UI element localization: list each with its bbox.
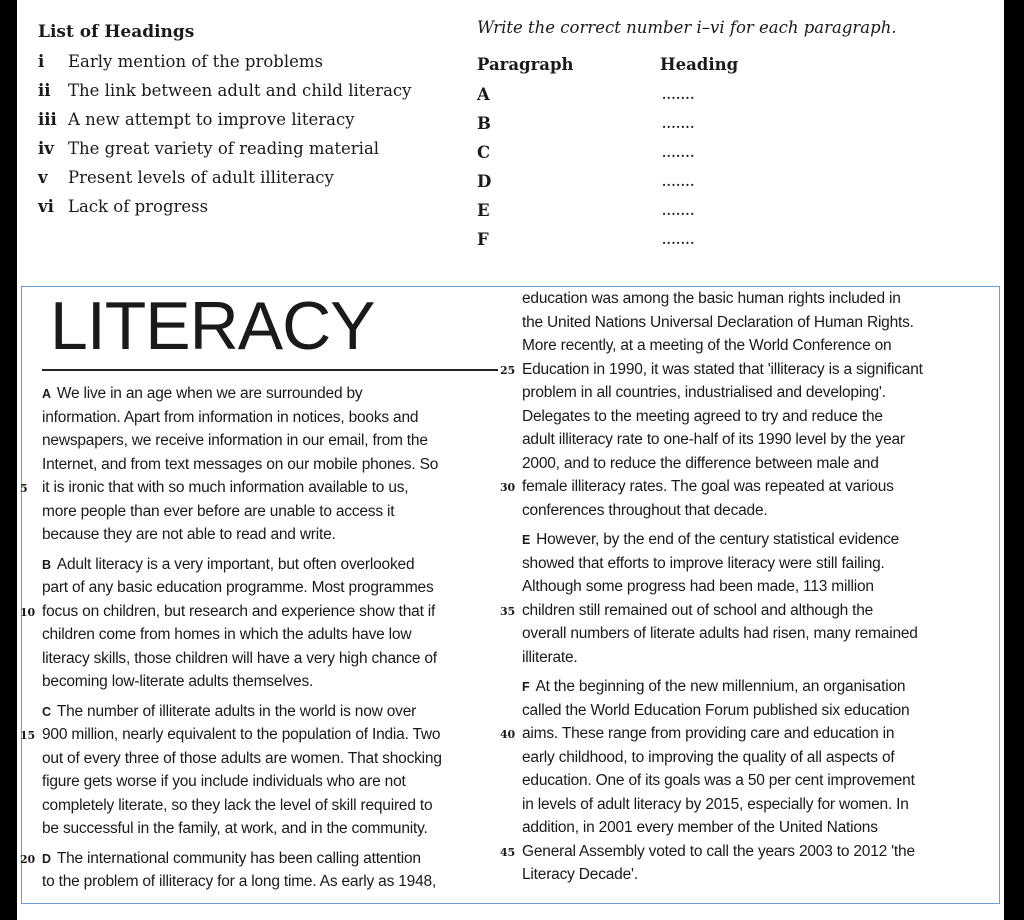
line-text: addition, in 2001 every member of the United Nations bbox=[522, 819, 878, 836]
line-text: focus on children, but research and experience show that if bbox=[42, 602, 436, 620]
line-number: 30 bbox=[500, 481, 515, 494]
heading-text: Lack of progress bbox=[68, 197, 209, 216]
answer-blank[interactable]: ....... bbox=[662, 204, 695, 218]
line-number: 20 bbox=[20, 852, 35, 866]
passage-line bbox=[522, 334, 974, 358]
passage-line bbox=[20, 476, 494, 500]
passage-line bbox=[522, 646, 974, 670]
line-number: 10 bbox=[20, 605, 35, 619]
paragraph-label: C bbox=[42, 704, 51, 719]
passage-line bbox=[42, 747, 494, 771]
passage-line bbox=[42, 576, 494, 600]
textbook-page bbox=[17, 0, 1004, 920]
passage-line bbox=[522, 575, 974, 599]
passage-line bbox=[522, 405, 974, 429]
line-text: Delegates to the meeting agreed to try and reduce the bbox=[522, 407, 883, 425]
line-text: 2000, and to reduce the difference between male and bbox=[522, 454, 879, 472]
line-text: literacy skills, those children will have a very high chance of bbox=[42, 649, 437, 667]
line-text: becoming low-literate adults themselves. bbox=[42, 673, 314, 690]
passage-line bbox=[522, 793, 974, 817]
heading-number: vi bbox=[38, 197, 54, 216]
heading-text: Present levels of adult illiteracy bbox=[68, 168, 334, 187]
reading-passage bbox=[21, 286, 1000, 904]
heading-number: ii bbox=[38, 81, 51, 100]
passage-line bbox=[42, 700, 494, 724]
passage-line bbox=[20, 723, 494, 747]
passage-line bbox=[522, 675, 974, 699]
passage-line bbox=[42, 794, 494, 818]
line-text: part of any basic education programme. Most programmes bbox=[42, 579, 434, 596]
passage-line bbox=[522, 428, 974, 452]
line-text: However, by the end of the century statistical evidence bbox=[536, 531, 900, 548]
line-number: 5 bbox=[20, 482, 28, 495]
answer-blank[interactable]: ....... bbox=[662, 88, 695, 102]
passage-line bbox=[522, 287, 974, 311]
passage-line bbox=[42, 623, 494, 647]
line-text: figure gets worse if you include individuals who are not bbox=[42, 773, 406, 790]
paragraph-label: E bbox=[522, 533, 531, 547]
passage-line bbox=[42, 870, 494, 894]
line-text: it is ironic that with so much information available to us, bbox=[42, 479, 409, 496]
line-text: Adult literacy is a very important, but often overlooked bbox=[56, 555, 415, 573]
line-text: completely literate, so they lack the level of skill required to bbox=[42, 796, 433, 814]
passage-line bbox=[20, 847, 494, 871]
line-text: the United Nations Universal Declaration of Human Rights. bbox=[522, 313, 914, 331]
passage-line bbox=[522, 769, 974, 793]
line-text: to the problem of illiteracy for a long time. As early as 1948, bbox=[42, 873, 437, 890]
passage-line bbox=[522, 863, 974, 887]
passage-line bbox=[522, 552, 974, 576]
paragraph-letter: C bbox=[477, 143, 491, 162]
heading-number: v bbox=[38, 168, 48, 187]
line-text: We live in an age when we are surrounded by bbox=[56, 385, 363, 402]
line-text: education. One of its goals was a 50 per cent improvement bbox=[522, 772, 915, 789]
answer-row bbox=[477, 200, 777, 222]
line-number: 45 bbox=[500, 845, 515, 859]
line-number: 35 bbox=[500, 604, 515, 618]
line-text: called the World Education Forum published six education bbox=[522, 701, 910, 719]
line-number: 25 bbox=[500, 363, 515, 377]
answer-row bbox=[477, 142, 777, 164]
passage-line bbox=[522, 452, 974, 476]
answer-blank[interactable]: ....... bbox=[662, 233, 695, 247]
list-of-headings-title: List of Headings bbox=[38, 22, 195, 42]
line-text: overall numbers of literate adults had risen, many remained bbox=[522, 625, 918, 642]
line-text: adult illiteracy rate to one-half of its 1990 level by the year bbox=[522, 431, 905, 448]
passage-line bbox=[500, 358, 974, 382]
passage-line bbox=[42, 500, 494, 524]
line-text: problem in all countries, industrialised and developing'. bbox=[522, 384, 886, 401]
task-instruction: Write the correct number i–vi for each paragraph. bbox=[477, 18, 897, 37]
passage-line bbox=[500, 599, 974, 623]
line-text: General Assembly voted to call the years 2003 to 2012 'the bbox=[522, 842, 915, 860]
heading-number: i bbox=[38, 52, 45, 71]
answer-blank[interactable]: ....... bbox=[662, 175, 695, 189]
passage-title: LITERACY bbox=[50, 288, 375, 364]
passage-line bbox=[42, 453, 494, 477]
title-divider bbox=[42, 369, 498, 371]
passage-line bbox=[522, 381, 974, 405]
line-text: conferences throughout that decade. bbox=[522, 501, 768, 519]
answer-blank[interactable]: ....... bbox=[662, 117, 695, 131]
line-text: female illiteracy rates. The goal was repeated at various bbox=[522, 478, 894, 495]
paragraph-letter: D bbox=[477, 172, 492, 191]
passage-line bbox=[42, 523, 494, 547]
paragraph-label: A bbox=[42, 387, 51, 401]
paragraph-letter: A bbox=[477, 85, 490, 104]
line-number: 40 bbox=[500, 728, 515, 741]
line-text: showed that efforts to improve literacy were still failing. bbox=[522, 554, 885, 572]
passage-line bbox=[42, 670, 494, 694]
passage-line bbox=[522, 746, 974, 770]
line-text: Literacy Decade'. bbox=[522, 866, 638, 883]
line-text: Internet, and from text messages on our mobile phones. So bbox=[42, 455, 439, 473]
passage-line bbox=[42, 406, 494, 430]
paragraph-label: F bbox=[522, 680, 530, 694]
paragraph-label: D bbox=[42, 851, 51, 866]
answer-row bbox=[477, 113, 777, 135]
line-text: The number of illiterate adults in the world is now over bbox=[56, 702, 417, 720]
line-text: children come from homes in which the adults have low bbox=[42, 626, 412, 643]
heading-number: iii bbox=[38, 110, 57, 129]
matching-task bbox=[17, 0, 1004, 280]
passage-line bbox=[500, 475, 974, 499]
line-text: More recently, at a meeting of the World Conference on bbox=[522, 337, 892, 354]
passage-line bbox=[500, 840, 974, 864]
passage-line bbox=[522, 699, 974, 723]
line-text: in levels of adult literacy by 2015, especially for women. In bbox=[522, 795, 909, 813]
line-text: illiterate. bbox=[522, 648, 578, 666]
paragraph-column-header: Paragraph bbox=[477, 55, 574, 74]
heading-text: The link between adult and child literacy bbox=[68, 81, 412, 100]
answer-row bbox=[477, 229, 777, 251]
heading-text: The great variety of reading material bbox=[68, 139, 380, 158]
paragraph-letter: F bbox=[477, 230, 489, 249]
heading-text: Early mention of the problems bbox=[68, 52, 324, 71]
paragraph-label: B bbox=[42, 557, 51, 572]
line-text: information. Apart from information in notices, books and bbox=[42, 408, 419, 426]
line-text: The international community has been calling attention bbox=[56, 849, 421, 867]
passage-right-column bbox=[500, 287, 974, 887]
line-text: because they are not able to read and write. bbox=[42, 526, 336, 543]
passage-line bbox=[522, 816, 974, 840]
line-text: more people than ever before are unable to access it bbox=[42, 502, 395, 520]
passage-line bbox=[522, 311, 974, 335]
heading-number: iv bbox=[38, 139, 54, 158]
line-text: be successful in the family, at work, and in the community. bbox=[42, 820, 428, 837]
passage-line bbox=[42, 382, 494, 406]
passage-line bbox=[42, 429, 494, 453]
line-text: out of every three of those adults are women. That shocking bbox=[42, 749, 442, 767]
passage-line bbox=[500, 722, 974, 746]
answer-row bbox=[477, 84, 777, 106]
line-text: Although some progress had been made, 113 million bbox=[522, 578, 874, 595]
passage-left-column bbox=[20, 382, 494, 894]
paragraph-letter: B bbox=[477, 114, 491, 133]
passage-line bbox=[42, 553, 494, 577]
line-text: education was among the basic human rights included in bbox=[522, 290, 901, 307]
paragraph-letter: E bbox=[477, 201, 490, 220]
line-text: Education in 1990, it was stated that 'illiteracy is a significant bbox=[522, 360, 923, 378]
passage-line bbox=[522, 499, 974, 523]
line-text: At the beginning of the new millennium, an organisation bbox=[535, 678, 906, 695]
line-text: 900 million, nearly equivalent to the population of India. Two bbox=[42, 726, 441, 743]
line-number: 15 bbox=[20, 729, 35, 742]
answer-blank[interactable]: ....... bbox=[662, 146, 695, 160]
answer-row bbox=[477, 171, 777, 193]
line-text: children still remained out of school and although the bbox=[522, 601, 874, 619]
passage-line bbox=[522, 622, 974, 646]
passage-line bbox=[20, 600, 494, 624]
heading-column-header: Heading bbox=[660, 55, 739, 74]
passage-line bbox=[522, 528, 974, 552]
line-text: newspapers, we receive information in our email, from the bbox=[42, 432, 428, 449]
passage-line bbox=[42, 770, 494, 794]
passage-line bbox=[42, 647, 494, 671]
line-text: early childhood, to improving the quality of all aspects of bbox=[522, 748, 895, 766]
line-text: aims. These range from providing care and education in bbox=[522, 725, 895, 742]
passage-line bbox=[42, 817, 494, 841]
heading-text: A new attempt to improve literacy bbox=[68, 110, 355, 129]
